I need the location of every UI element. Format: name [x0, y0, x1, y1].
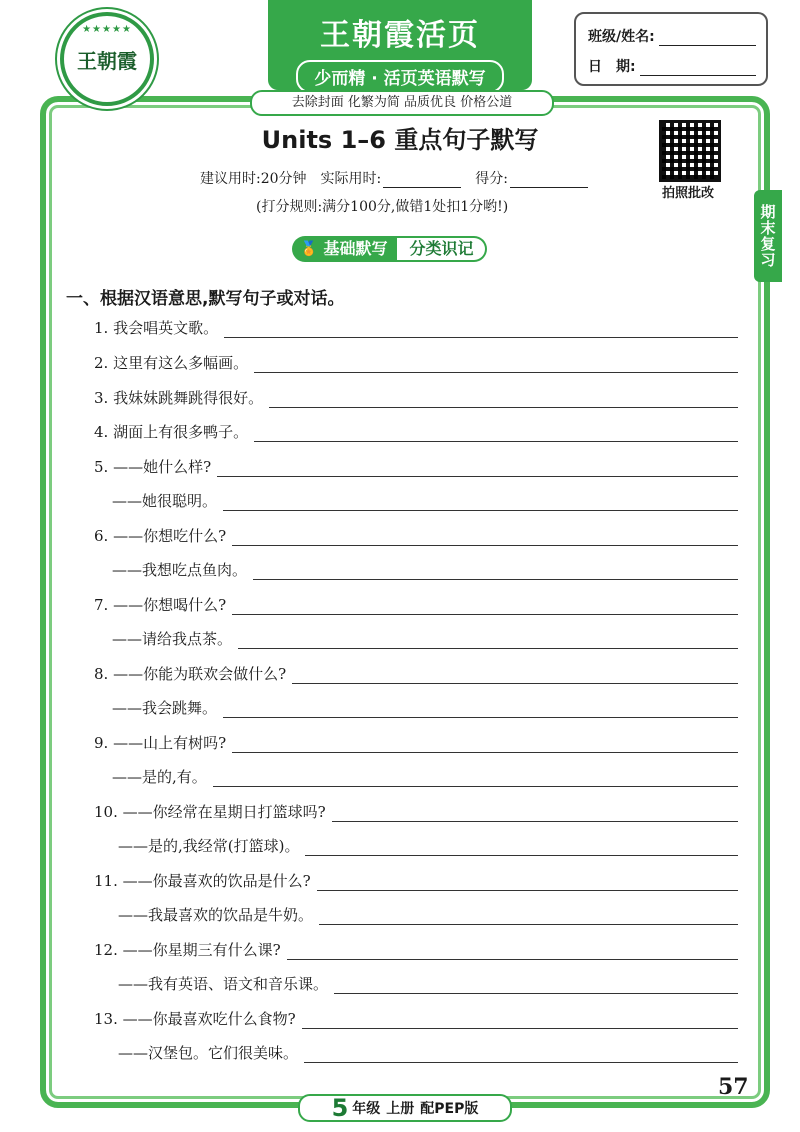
- answer-line[interactable]: [232, 527, 738, 546]
- list-item: [94, 453, 738, 477]
- list-item: [94, 729, 738, 753]
- prompt-text: ——我想吃点鱼肉。: [112, 561, 248, 579]
- list-item: [94, 1005, 738, 1029]
- list-item: [112, 487, 738, 511]
- edition-label: 配PEP版: [420, 1101, 479, 1117]
- actual-time-label: 实际用时:: [320, 171, 382, 187]
- answer-line[interactable]: [269, 389, 738, 408]
- list-item: [112, 625, 738, 649]
- list-item: [94, 798, 738, 822]
- logo-text: 王朝霞: [77, 48, 137, 73]
- banner-title: 王朝霞活页: [320, 18, 480, 53]
- score-field[interactable]: [510, 173, 588, 188]
- scoring-rule: (打分规则:满分100分,做错1处扣1分哟!): [256, 199, 509, 215]
- list-item: [94, 660, 738, 684]
- banner-subtitle: 少而精 · 活页英语默写: [296, 60, 503, 93]
- actual-time-field[interactable]: [383, 173, 461, 188]
- date-label: 日 期:: [588, 59, 636, 75]
- list-item: [118, 970, 738, 994]
- prompt-text: ——我最喜欢的饮品是牛奶。: [118, 906, 314, 924]
- answer-line[interactable]: [232, 734, 738, 753]
- prompt-text: 9. ——山上有树吗?: [94, 734, 227, 752]
- answer-line[interactable]: [287, 941, 738, 960]
- answer-line[interactable]: [292, 665, 738, 684]
- list-item: [118, 1039, 738, 1063]
- answer-line[interactable]: [332, 803, 738, 822]
- prompt-text: 3. 我妹妹跳舞跳得很好。: [94, 389, 264, 407]
- prompt-text: 11. ——你最喜欢的饮品是什么?: [94, 872, 311, 890]
- list-item: [94, 591, 738, 615]
- prompt-text: 4. 湖面上有很多鸭子。: [94, 423, 249, 441]
- page-title: Units 1–6 重点句子默写: [261, 126, 539, 154]
- header-banner: [268, 0, 532, 90]
- answer-line[interactable]: [238, 630, 738, 649]
- student-info-box: [574, 12, 768, 86]
- prompt-text: 10. ——你经常在星期日打篮球吗?: [94, 803, 326, 821]
- name-field[interactable]: [659, 29, 756, 46]
- list-item: [118, 901, 738, 925]
- prompt-text: 5. ——她什么样?: [94, 458, 212, 476]
- answer-line[interactable]: [317, 872, 738, 891]
- slogan: 去除封面 化繁为简 品质优良 价格公道: [250, 90, 554, 116]
- answer-line[interactable]: [254, 423, 738, 442]
- answer-line[interactable]: [334, 975, 738, 994]
- exercise-heading: 一、根据汉语意思,默写句子或对话。: [66, 289, 345, 309]
- list-item: [112, 694, 738, 718]
- answer-line[interactable]: [254, 354, 738, 373]
- prompt-text: 2. 这里有这么多幅画。: [94, 354, 249, 372]
- answer-line[interactable]: [319, 906, 738, 925]
- answer-line[interactable]: [223, 699, 738, 718]
- list-item: [94, 936, 738, 960]
- answer-line[interactable]: [213, 768, 738, 787]
- publisher-logo: [60, 12, 154, 106]
- prompt-text: ——她很聪明。: [112, 492, 218, 510]
- date-row: [588, 54, 756, 76]
- prompt-text: ——汉堡包。它们很美味。: [118, 1044, 299, 1062]
- answer-line[interactable]: [224, 319, 738, 338]
- prompt-text: ——请给我点茶。: [112, 630, 233, 648]
- section-label-box: [292, 236, 397, 262]
- page-number: 57: [718, 1074, 749, 1100]
- list-item: [112, 763, 738, 787]
- list-item: [118, 832, 738, 856]
- prompt-text: 6. ——你想吃什么?: [94, 527, 227, 545]
- answer-line[interactable]: [253, 561, 738, 580]
- name-row: [588, 24, 756, 46]
- qr-code-icon[interactable]: [659, 120, 721, 182]
- section-sublabel: 分类识记: [397, 236, 487, 262]
- prompt-text: 8. ——你能为联欢会做什么?: [94, 665, 287, 683]
- score-label: 得分:: [475, 171, 508, 187]
- list-item: [94, 867, 738, 891]
- answer-line[interactable]: [223, 492, 738, 511]
- time-row: [200, 168, 602, 188]
- answer-line[interactable]: [305, 837, 738, 856]
- prompt-text: ——是的,我经常(打篮球)。: [118, 837, 300, 855]
- grade-label: 年级: [352, 1101, 381, 1117]
- section-pill: [292, 236, 487, 262]
- prompt-text: 12. ——你星期三有什么课?: [94, 941, 281, 959]
- list-item: [94, 314, 738, 338]
- prompt-text: 7. ——你想喝什么?: [94, 596, 227, 614]
- date-field[interactable]: [640, 59, 756, 76]
- prompt-text: 1. 我会唱英文歌。: [94, 319, 219, 337]
- qr-label: 拍照批改: [661, 186, 714, 201]
- logo-stars-icon: ★★★★★: [82, 24, 132, 35]
- prompt-text: 13. ——你最喜欢吃什么食物?: [94, 1010, 296, 1028]
- side-tab-final-review: 期末复习: [754, 190, 782, 282]
- answer-line[interactable]: [232, 596, 738, 615]
- list-item: [94, 418, 738, 442]
- prompt-text: ——是的,有。: [112, 768, 207, 786]
- answer-line[interactable]: [302, 1010, 738, 1029]
- grade-number: 5: [331, 1094, 349, 1122]
- suggested-time: 建议用时:20分钟: [200, 171, 307, 187]
- section-label: 基础默写: [323, 239, 388, 258]
- list-item: [94, 349, 738, 373]
- list-item: [94, 522, 738, 546]
- term-label: 上册: [386, 1101, 415, 1117]
- list-item: [112, 556, 738, 580]
- answer-line[interactable]: [217, 458, 738, 477]
- answer-line[interactable]: [304, 1044, 738, 1063]
- list-item: [94, 384, 738, 408]
- name-label: 班级/姓名:: [588, 29, 655, 45]
- prompt-text: ——我会跳舞。: [112, 699, 218, 717]
- medal-icon: 🏅: [300, 241, 318, 257]
- grade-footer: [298, 1094, 512, 1122]
- prompt-text: ——我有英语、语文和音乐课。: [118, 975, 329, 993]
